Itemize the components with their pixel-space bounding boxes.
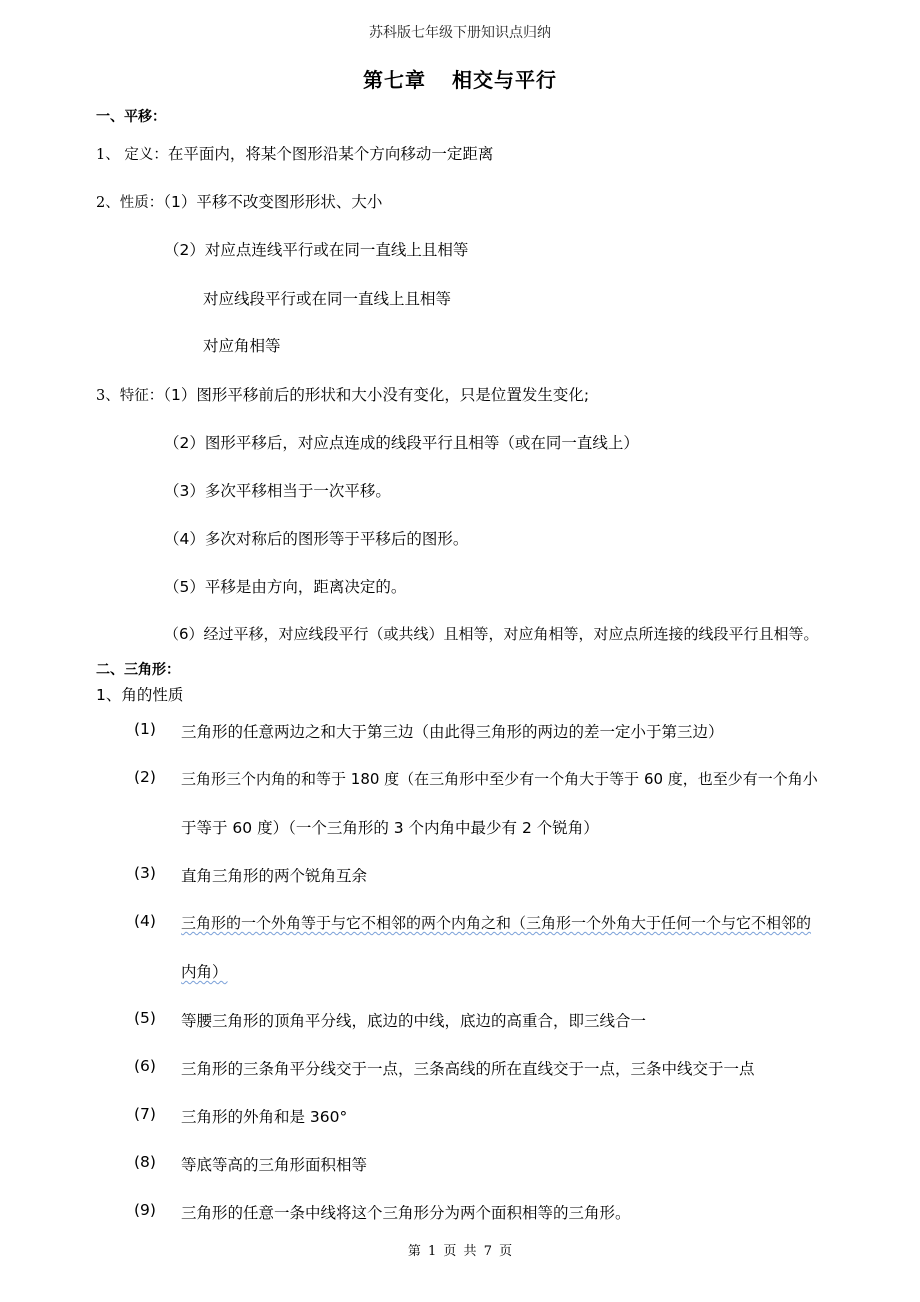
feature-2: （2）图形平移后，对应点连成的线段平行且相等（或在同一直线上） — [164, 434, 639, 452]
properties-label: 2、性质： — [96, 195, 164, 211]
property-line-1 — [96, 190, 382, 212]
chapter-name: 相交与平行 — [452, 68, 557, 92]
item-text: 三角形的任意一条中线将这个三角形分为两个面积相等的三角形。 — [181, 1204, 631, 1222]
chapter-title — [0, 64, 920, 93]
item-number: (8) — [134, 1153, 156, 1171]
item-text-continued: 内角） — [181, 963, 228, 981]
definition-line — [96, 142, 493, 164]
item-number: (3) — [134, 864, 156, 882]
section-heading-translation: 一、平移： — [96, 109, 166, 125]
item-number: (7) — [134, 1105, 156, 1123]
item-text: 三角形的任意两边之和大于第三边（由此得三角形的两边的差一定小于第三边） — [181, 723, 724, 741]
item-text: 三角形三个内角的和等于 180 度（在三角形中至少有一个角大于等于 60 度，也至少有一个角小 — [181, 770, 818, 788]
section-heading-triangle: 二、三角形： — [96, 662, 180, 678]
feature-4: （4）多次对称后的图形等于平移后的图形。 — [164, 530, 469, 548]
item-number: (4) — [134, 912, 156, 930]
feature-line-1 — [96, 383, 589, 405]
item-text-continued: 于等于 60 度）（一个三角形的 3 个内角中最少有 2 个锐角） — [181, 819, 599, 837]
item-text: 等底等高的三角形面积相等 — [181, 1156, 368, 1174]
item-text: 直角三角形的两个锐角互余 — [181, 867, 368, 885]
property-1: （1）平移不改变图形形状、大小 — [163, 193, 383, 211]
feature-5: （5）平移是由方向，距离决定的。 — [164, 578, 407, 596]
item-number: (2) — [134, 768, 156, 786]
property-2: （2）对应点连线平行或在同一直线上且相等 — [164, 241, 469, 259]
item-text: 等腰三角形的顶角平分线，底边的中线，底边的高重合，即三线合一 — [181, 1012, 647, 1030]
item-number: (6) — [134, 1057, 156, 1075]
item-text: 三角形的三条角平分线交于一点，三条高线的所在直线交于一点，三条中线交于一点 — [181, 1060, 755, 1078]
item-number: (9) — [134, 1201, 156, 1219]
item-text: 三角形的一个外角等于与它不相邻的两个内角之和（三角形一个外角大于任何一个与它不相邻的 — [181, 914, 812, 932]
item-number: (1) — [134, 720, 156, 738]
features-label: 3、特征： — [96, 388, 164, 404]
item-text: 三角形的外角和是 360° — [181, 1108, 348, 1126]
definition-label: 1、 定义： — [96, 147, 168, 163]
page-header: 苏科版七年级下册知识点归纳 — [369, 25, 551, 41]
feature-3: （3）多次平移相当于一次平移。 — [164, 482, 391, 500]
feature-6: （6）经过平移，对应线段平行（或共线）且相等，对应角相等，对应点所连接的线段平行且相等。 — [164, 625, 819, 643]
property-2c: 对应角相等 — [203, 337, 281, 355]
chapter-number: 第七章 — [363, 68, 426, 92]
item-number: (5) — [134, 1009, 156, 1027]
feature-1: （1）图形平移前后的形状和大小没有变化，只是位置发生变化; — [163, 386, 590, 404]
definition-text: 在平面内，将某个图形沿某个方向移动一定距离 — [167, 145, 494, 163]
subsection-angle-properties: 1、角的性质 — [96, 686, 184, 704]
property-2b: 对应线段平行或在同一直线上且相等 — [203, 290, 452, 308]
page-footer: 第 1 页 共 7 页 — [407, 1244, 513, 1259]
